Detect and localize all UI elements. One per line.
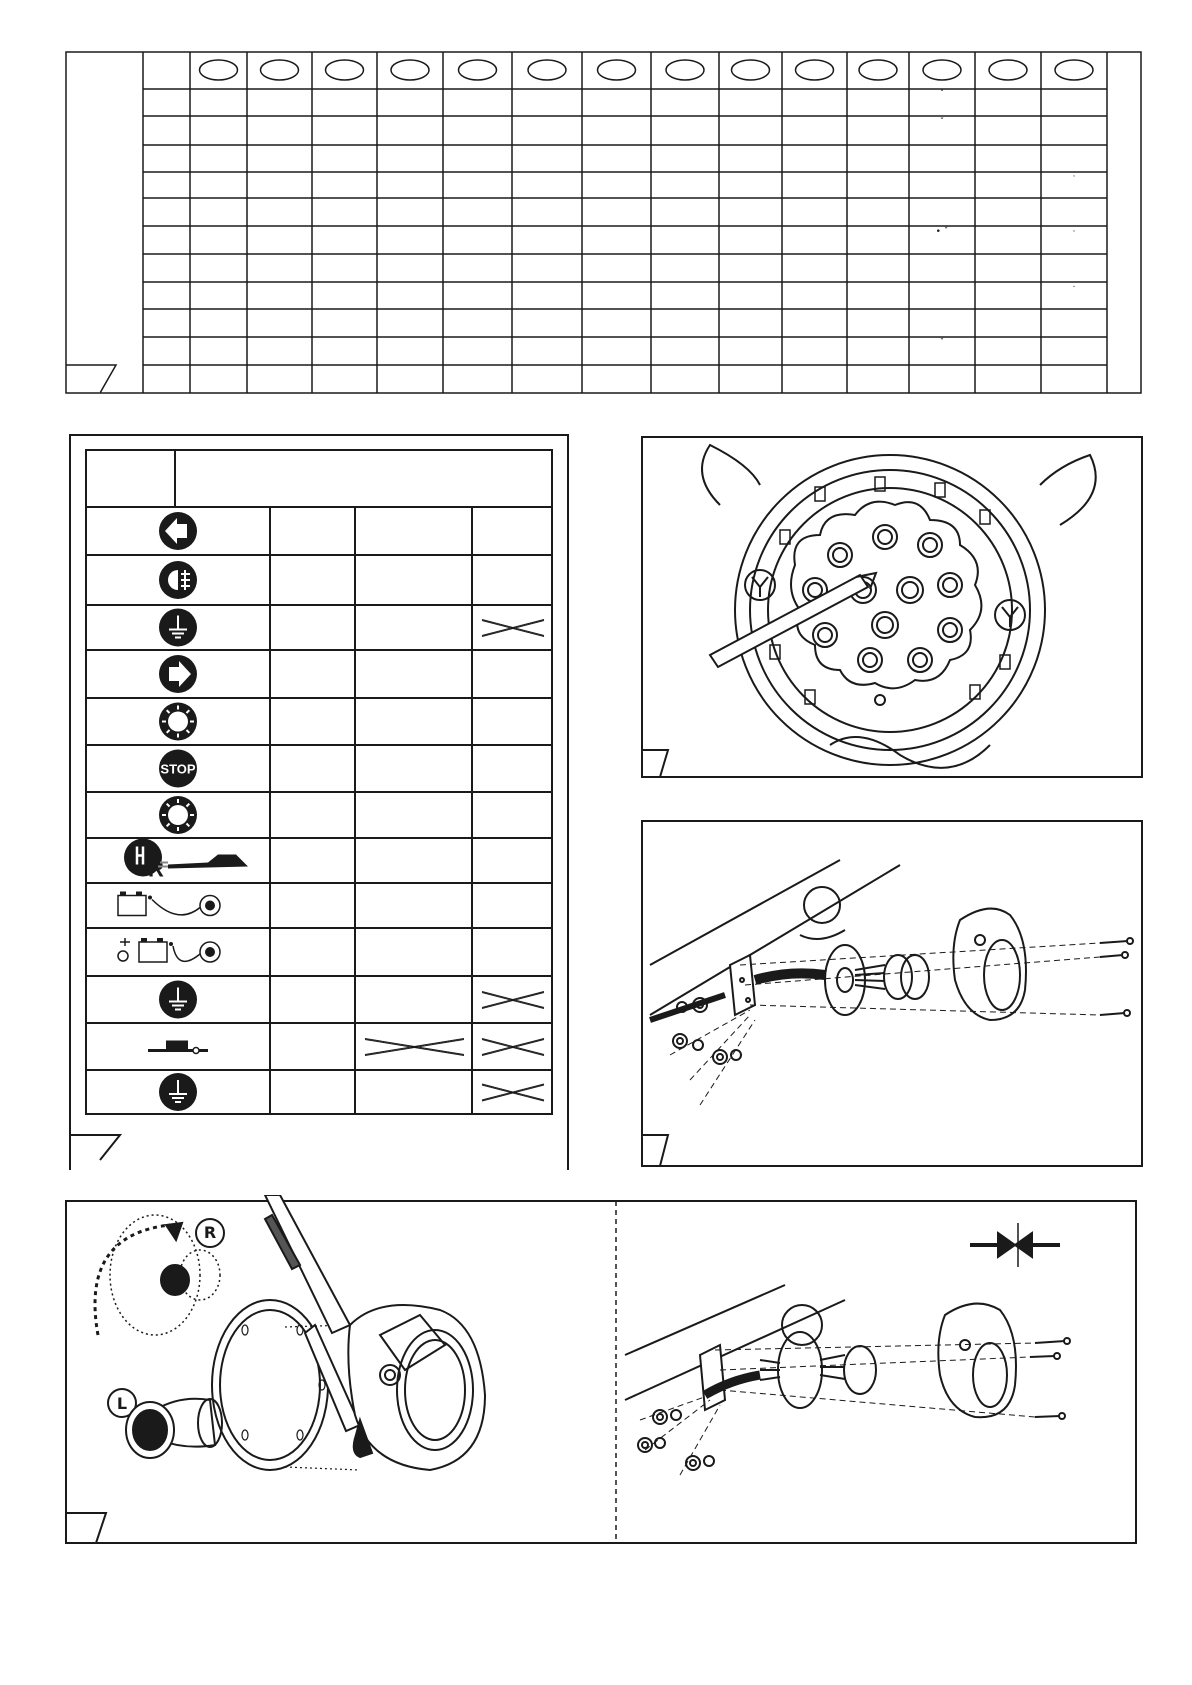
- pin-number-oval: [666, 60, 704, 80]
- pin-number-oval: [326, 60, 364, 80]
- bottom-panel: [60, 1195, 1145, 1550]
- not-applicable-cross: [482, 1039, 544, 1056]
- pin-number-oval: [923, 60, 961, 80]
- function-table-panel: [0, 420, 580, 1170]
- pin-number-oval: [859, 60, 897, 80]
- right-indicator-icon: [159, 655, 197, 693]
- pin-number-oval: [732, 60, 770, 80]
- matrix-mark: • ˇ: [935, 227, 949, 237]
- battery-switched-icon: [118, 938, 220, 962]
- pin-number-oval: [1055, 60, 1093, 80]
- matrix-mark: ˇ: [939, 338, 945, 348]
- matrix-frame: [66, 52, 1141, 393]
- final-assembly-illustration: [625, 1223, 1070, 1475]
- reverse-label: R: [148, 856, 164, 882]
- ground-icon: [159, 609, 197, 647]
- pin-number-oval: [261, 60, 299, 80]
- pin-number-oval: [528, 60, 566, 80]
- socket-face-panel: [630, 425, 1190, 785]
- matrix-mark: ·: [1072, 282, 1076, 293]
- socket-face-illustration: [630, 425, 1190, 785]
- pin-number-oval: [391, 60, 429, 80]
- not-applicable-cross: [482, 1084, 544, 1101]
- not-applicable-cross: [482, 620, 544, 637]
- stop-label: STOP: [160, 761, 196, 777]
- stop-icon: [159, 750, 197, 788]
- rotate-left-label: L: [116, 1394, 128, 1413]
- pin-number-oval: [796, 60, 834, 80]
- pin-number-oval: [989, 60, 1027, 80]
- exploded-assembly-illustration: [630, 815, 1190, 1175]
- matrix-mark: ˇ: [939, 117, 945, 128]
- pin-matrix-svg: [0, 0, 1192, 400]
- ground-2-icon: [159, 981, 197, 1019]
- rotation-illustration: [95, 1195, 485, 1470]
- function-table-svg: [0, 420, 580, 1170]
- battery-permanent-icon: [118, 892, 220, 916]
- switch-icon: [148, 1041, 208, 1054]
- tail-light-left-icon: [159, 796, 197, 834]
- bottom-illustrations: [60, 1195, 1145, 1550]
- matrix-mark: ·: [1072, 172, 1076, 182]
- matrix-mark: ·: [1072, 227, 1076, 237]
- tail-light-right-icon: [159, 703, 197, 741]
- exploded-assembly-panel: [630, 815, 1190, 1175]
- not-applicable-cross: [365, 1039, 464, 1056]
- pin-number-oval: [598, 60, 636, 80]
- not-applicable-cross: [482, 992, 544, 1009]
- pin-matrix-panel: [0, 0, 1192, 400]
- matrix-mark: ˇ: [939, 89, 945, 100]
- pin-number-oval: [200, 60, 238, 80]
- rear-fog-icon: [159, 561, 197, 599]
- reverse-icon: [124, 839, 248, 882]
- pin-number-oval: [459, 60, 497, 80]
- rotate-right-label: R: [203, 1223, 217, 1242]
- ground-3-icon: [159, 1073, 197, 1111]
- left-indicator-icon: [159, 512, 197, 550]
